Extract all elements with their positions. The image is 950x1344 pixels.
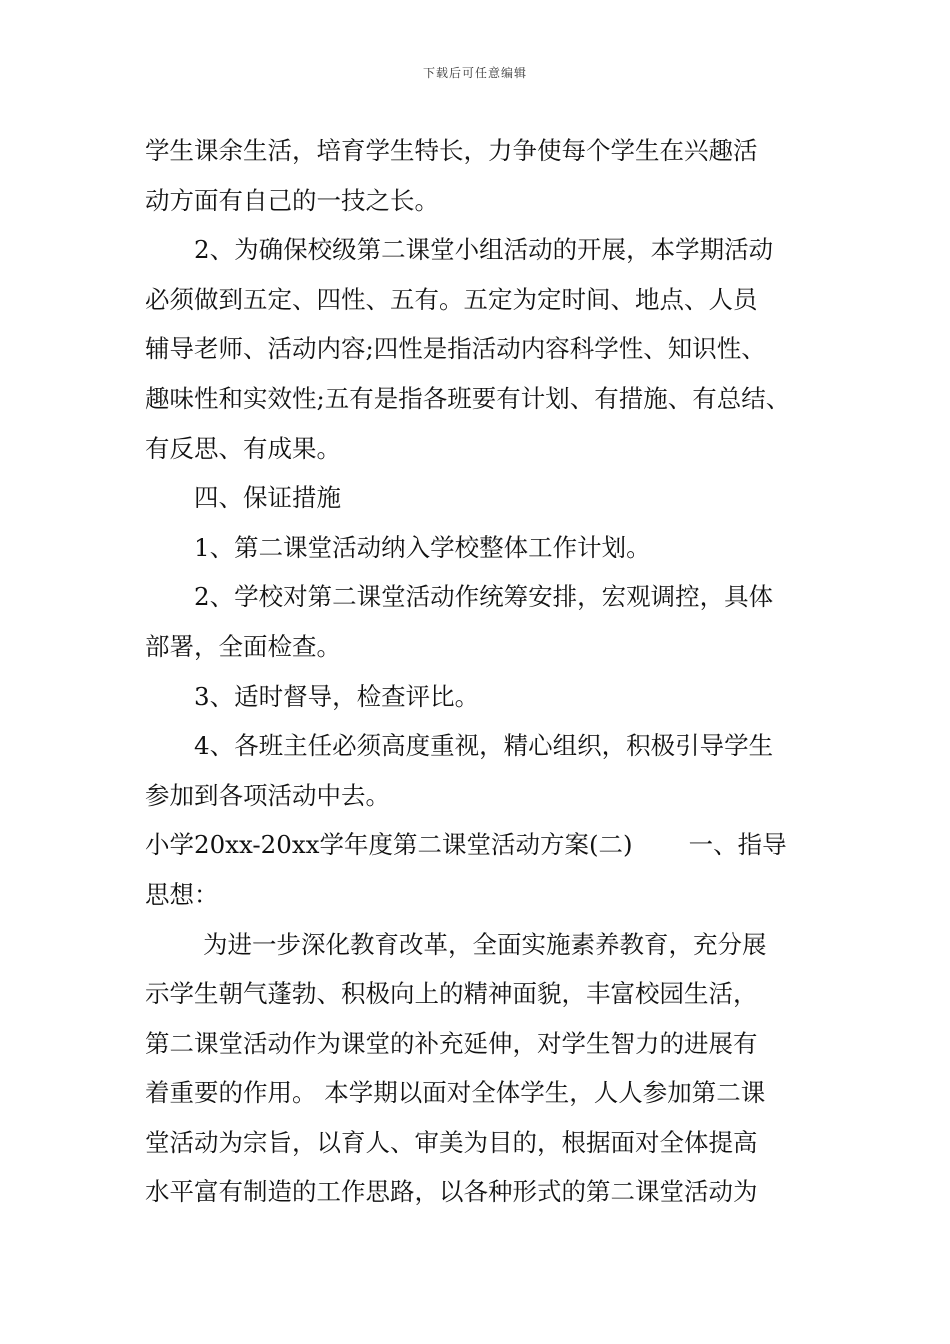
text-line: 为进一步深化教育改革，全面实施素养教育，充分展 [203, 929, 767, 959]
text-line: 思想： [145, 879, 219, 909]
text-line: 动方面有自己的一技之长。 [145, 185, 439, 215]
text-line: 示学生朝气蓬勃、积极向上的精神面貌，丰富校园生活， [145, 979, 758, 1009]
document-subtitle: 小学20xx-20xx学年度第二课堂活动方案(二) [145, 830, 633, 860]
text-line: 3、适时督导，检查评比。 [194, 681, 480, 711]
text-line: 2、学校对第二课堂活动作统筹安排，宏观调控，具体 [194, 582, 774, 612]
section-heading: 一、指导 [688, 830, 787, 860]
text-line: 辅导老师、活动内容;四性是指活动内容科学性、知识性、 [145, 334, 766, 364]
text-line: 趣味性和实效性;五有是指各班要有计划、有措施、有总结、 [145, 383, 791, 413]
text-line: 必须做到五定、四性、五有。五定为定时间、地点、人员 [145, 284, 758, 314]
text-line: 参加到各项活动中去。 [145, 780, 390, 810]
text-line: 2、为确保校级第二课堂小组活动的开展，本学期活动 [194, 235, 774, 265]
document-body [145, 126, 835, 1217]
section-heading: 四、保证措施 [194, 483, 341, 513]
text-line: 1、第二课堂活动纳入学校整体工作计划。 [194, 532, 651, 562]
text-line: 有反思、有成果。 [145, 433, 341, 463]
text-line: 学生课余生活，培育学生特长，力争使每个学生在兴趣活 [145, 136, 758, 165]
text-line: 第二课堂活动作为课堂的补充延伸，对学生智力的进展有 [145, 1028, 758, 1058]
text-line: 水平富有制造的工作思路，以各种形式的第二课堂活动为 [145, 1177, 758, 1207]
text-line: 4、各班主任必须高度重视，精心组织，积极引导学生 [194, 731, 774, 761]
text-line: 堂活动为宗旨，以育人、审美为目的，根据面对全体提高 [145, 1127, 758, 1157]
text-line: 着重要的作用。 本学期以面对全体学生，人人参加第二课 [145, 1078, 766, 1108]
page-header: 下载后可任意编辑 [422, 66, 527, 80]
document-subtitle-line [145, 820, 835, 870]
text-line: 部署，全面检查。 [145, 631, 341, 661]
